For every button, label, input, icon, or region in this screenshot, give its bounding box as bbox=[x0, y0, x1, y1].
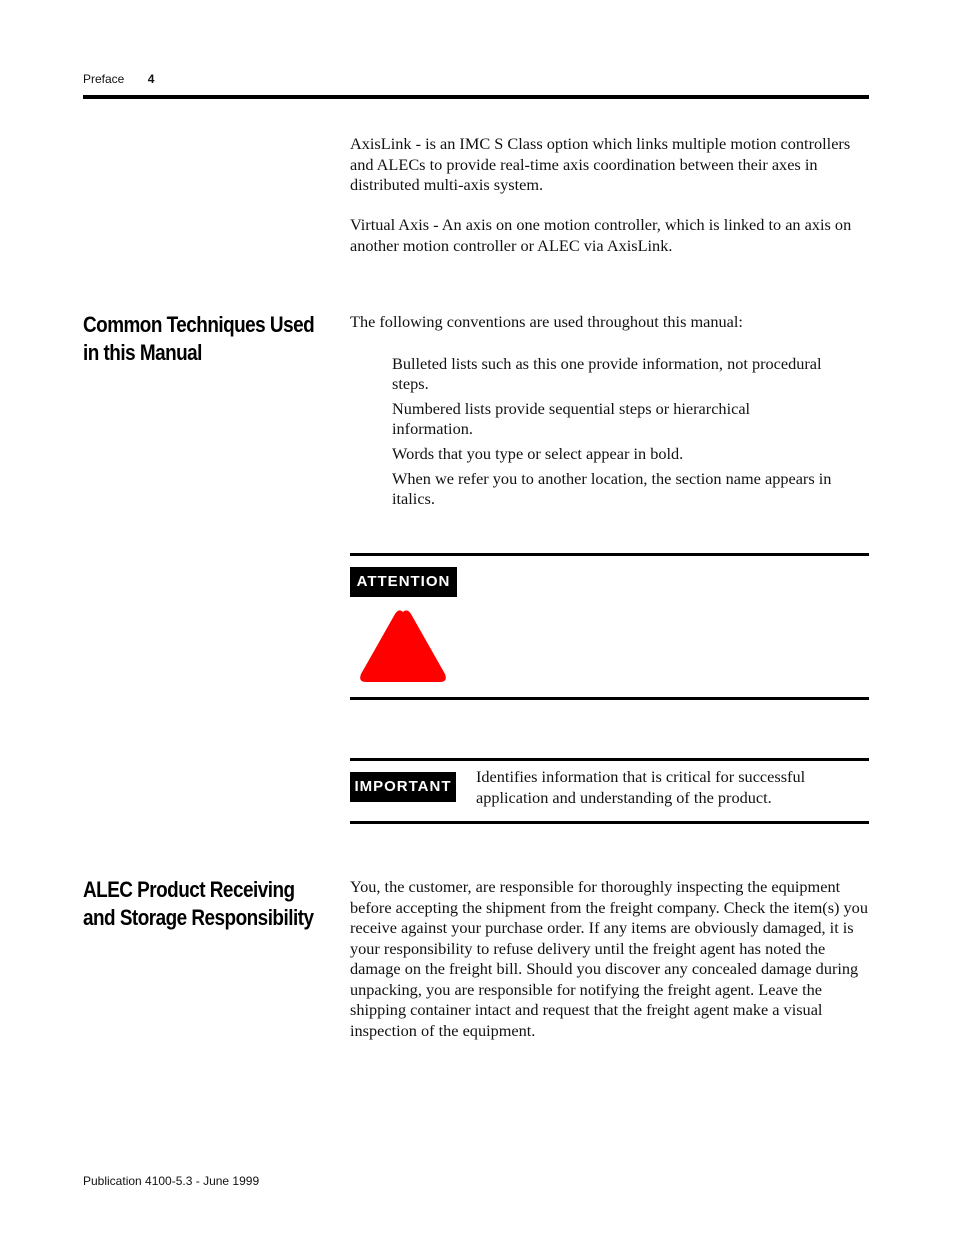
heading-line: in this Manual bbox=[83, 340, 202, 365]
heading-line: and Storage Responsibility bbox=[83, 905, 314, 930]
list-item: Numbered lists provide sequential steps or hierarchical information. bbox=[392, 399, 751, 438]
header-page-number: 4 bbox=[147, 72, 155, 86]
list-item: When we refer you to another location, the section name appears in italics. bbox=[392, 469, 832, 508]
heading-line: Common Techniques Used bbox=[83, 312, 315, 337]
important-top-rule bbox=[350, 758, 869, 761]
important-label: IMPORTANT bbox=[350, 772, 456, 802]
header-rule bbox=[83, 95, 869, 99]
attention-top-rule bbox=[350, 553, 869, 556]
important-bottom-rule bbox=[350, 821, 869, 824]
definition-axislink: AxisLink - is an IMC S Class option which links multiple motion controllers and ALECs to provide real-time axis coordination between their axes in distributed multi-axis system. bbox=[350, 134, 851, 194]
header-section-name: Preface bbox=[83, 72, 125, 86]
receiving-text: You, the customer, are responsible for thoroughly inspecting the equipment before accepting the shipment from the freight company. Check the item(s) you receive against your purchase order. If any items are obviously damaged, it is your responsibility to refuse delivery until the freight agent has noted the damage on the freight bill. Should you discover any concealed damage during unpacking, you are responsible for notifying the freight agent. Leave the shipping container intact and request that the freight agent make a visual inspection of the equipment. bbox=[350, 877, 868, 1040]
page-footer: Publication 4100-5.3 - June 1999 bbox=[83, 1174, 260, 1188]
attention-bottom-rule bbox=[350, 697, 869, 700]
list-item: Bulleted lists such as this one provide information, not procedural steps. bbox=[392, 354, 822, 393]
definition-virtual-axis: Virtual Axis - An axis on one motion controller, which is linked to an axis on another motion controller or ALEC via AxisLink. bbox=[350, 215, 852, 255]
heading-line: ALEC Product Receiving bbox=[83, 877, 295, 902]
warning-triangle-icon bbox=[356, 604, 450, 686]
page-header bbox=[83, 72, 154, 86]
section-heading-receiving bbox=[83, 876, 314, 932]
conventions-intro: The following conventions are used throughout this manual: bbox=[350, 312, 743, 331]
attention-label: ATTENTION bbox=[350, 567, 457, 597]
list-item: Words that you type or select appear in bold. bbox=[392, 444, 684, 463]
important-text: Identifies information that is critical for successful application and understanding of the product. bbox=[476, 767, 806, 807]
warning-triangle-shape bbox=[360, 610, 446, 682]
section-heading-conventions bbox=[83, 311, 315, 367]
